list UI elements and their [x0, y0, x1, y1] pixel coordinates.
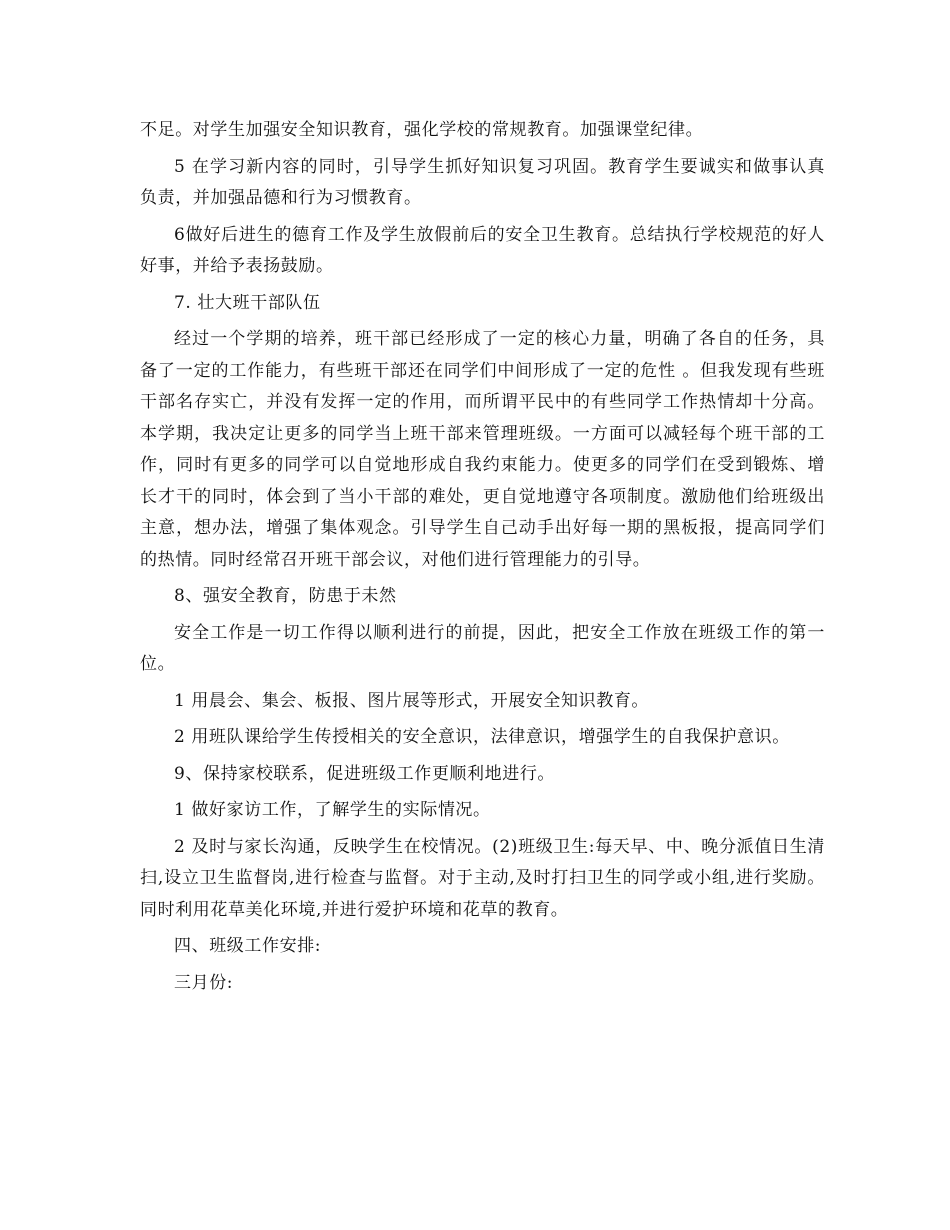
paragraph-safety-item-2: 2 用班队课给学生传授相关的安全意识，法律意识，增强学生的自我保护意识。	[174, 727, 790, 747]
paragraph-march: 三月份:	[174, 972, 234, 993]
paragraph-safety: 安全工作是一切工作得以顺利进行的前提，因此，把安全工作放在班级工作的第一位。	[140, 622, 825, 674]
section-heading-7: 7. 壮大班干部队伍	[174, 292, 321, 313]
document-body	[140, 115, 825, 1004]
section-heading-4: 四、班级工作安排:	[174, 936, 322, 956]
paragraph-item-5: 5 在学习新内容的同时，引导学生抓好知识复习巩固。教育学生要诚实和做事认真负责，并加强品德和行为习惯教育。	[140, 156, 825, 208]
paragraph-continued: 不足。对学生加强安全知识教育，强化学校的常规教育。加强课堂纪律。	[140, 120, 704, 140]
paragraph-home-item-2: 2 及时与家长沟通，反映学生在校情况。(2)班级卫生:每天早、中、晚分派值日生清扫,设立卫生监督岗,进行检查与监督。对于主动,及时打扫卫生的同学或小组,进行奖励。同时利用花草美化环境,并进行爱护环境和花草的教育。	[140, 836, 825, 920]
section-heading-9: 9、保持家校联系，促进班级工作更顺利地进行。	[174, 763, 556, 784]
paragraph-home-item-1: 1 做好家访工作，了解学生的实际情况。	[174, 800, 491, 820]
paragraph-item-6: 6做好后进生的德育工作及学生放假前后的安全卫生教育。总结执行学校规范的好人好事，并给予表扬鼓励。	[140, 224, 825, 276]
section-heading-8: 8、强安全教育，防患于未然	[174, 586, 397, 606]
paragraph-class-cadre: 经过一个学期的培养，班干部已经形成了一定的核心力量，明确了各自的任务，具备了一定的工作能力，有些班干部还在同学们中间形成了一定的危性 。但我发现有些班干部名存实亡，并没有发挥一定的作用，而所谓平民中的有些同学工作热情却十分高。本学期，我决定让更多的同学当上班干部来管理班级。一方面可以减轻每个班干部的工作，同时有更多的同学可以自觉地形成自我约束能力。使更多的同学们在受到锻炼、增长才干的同时，体会到了当小干部的难处，更自觉地遵守各项制度。激励他们给班级出主意，想办法，增强了集体观念。引导学生自己动手出好每一期的黑板报，提高同学们的热情。同时经常召开班干部会议，对他们进行管理能力的引导。	[140, 329, 825, 570]
paragraph-safety-item-1: 1 用晨会、集会、板报、图片展等形式，开展安全知识教育。	[174, 690, 650, 711]
